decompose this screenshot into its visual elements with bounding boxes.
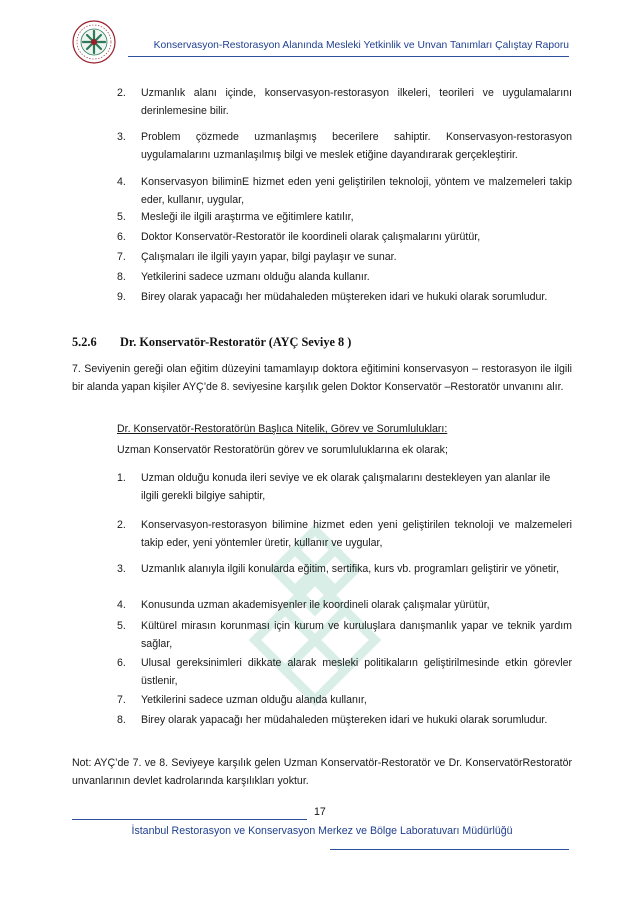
footnote-paragraph: Not: AYÇ’de 7. ve 8. Seviyeye karşılık gelen Uzman Konservatör-Restoratör ve Dr. KonservatörRestoratör unvanlarının devlet kadrolarında karşılıkları yoktur. (72, 757, 572, 787)
list-item-number: 3. (117, 563, 126, 575)
list-item-text: Uzmanlık alanı içinde, konservasyon-restorasyon ilkeleri, teorileri ve uygulamalarını derinlemesine bilir. (141, 87, 572, 117)
list-item-text: Konusunda uzman akademisyenler ile koordineli olarak çalışmalar yürütür, (141, 599, 490, 611)
list-item-number: 7. (117, 694, 126, 706)
list-item-number: 2. (117, 519, 126, 531)
ministry-emblem-icon (72, 20, 116, 64)
header-rule (128, 56, 569, 57)
list-item-number: 1. (117, 472, 126, 484)
list-item-text: Doktor Konservatör-Restoratör ile koordineli olarak çalışmalarını yürütür, (141, 231, 481, 243)
list-item-text: Uzman olduğu konuda ileri seviye ve ek olarak çalışmalarını destekleyen yan alanlar ile ilgili gerekli bilgiye sahiptir, (141, 472, 551, 502)
page-number: 17 (314, 806, 326, 818)
list-item-text: Çalışmaları ile ilgili yayın yapar, bilgi paylaşır ve sunar. (141, 251, 397, 263)
list-item-number: 9. (117, 291, 126, 303)
list-item-text: Birey olarak yapacağı her müdahaleden müştereken idari ve hukuki olarak sorumludur. (141, 291, 548, 303)
list-item-number: 6. (117, 231, 126, 243)
list-item-number: 2. (117, 87, 126, 99)
section-number: 5.2.6 (72, 335, 97, 349)
list-item-text: Birey olarak yapacağı her müdahaleden müştereken idari ve hukuki olarak sorumludur. (141, 714, 548, 726)
list-item-number: 5. (117, 620, 126, 632)
list-item-number: 7. (117, 251, 126, 263)
list-item-number: 4. (117, 599, 126, 611)
list-item-text: Konservasyon biliminE hizmet eden yeni geliştirilen teknoloji, yöntem ve malzemeleri takip eder, kullanır, uygular, (141, 176, 572, 206)
list-item-text: Uzmanlık alanıyla ilgili konularda eğitim, sertifika, kurs vb. programları geliştirir ve yönetir, (141, 563, 560, 575)
section-paragraph: 7. Seviyenin gereği olan eğitim düzeyini tamamlayıp doktora eğitimini konservasyon – restorasyon ile ilgili bir alanda yapan kişiler AYÇ’de 8. seviyesine karşılık gelen Doktor Konservatör –Restoratör unvanını alır. (72, 363, 572, 393)
footer-rule-left (72, 819, 307, 820)
list-item-number: 3. (117, 131, 126, 143)
footer-rule-right (330, 849, 569, 850)
list-item-text: Mesleği ile ilgili araştırma ve eğitimlere katılır, (141, 211, 354, 223)
list-item-text: Yetkilerini sadece uzmanı olduğu alanda kullanır. (141, 271, 370, 283)
list-item-number: 8. (117, 271, 126, 283)
list-item-text: Kültürel mirasın korunması için kurum ve kuruluşlara danışmanlık yapar ve teknik yardım sağlar, (141, 620, 572, 650)
section-subtitle: Dr. Konservatör-Restoratörün Başlıca Nitelik, Görev ve Sorumlulukları: (117, 423, 448, 435)
list-item-number: 6. (117, 657, 126, 669)
footer-text: İstanbul Restorasyon ve Konservasyon Merkez ve Bölge Laboratuvarı Müdürlüğü (131, 825, 513, 837)
list-item-number: 5. (117, 211, 126, 223)
section-heading (72, 335, 351, 350)
list-item-text: Problem çözmede uzmanlaşmış becerilere sahiptir. Konservasyon-restorasyon uygulamalarını uzmanlaşılmış bilgi ve meslek etiğine dayandırarak gerçekleştirir. (141, 131, 572, 161)
section-title: Dr. Konservatör-Restoratör (AYÇ Seviye 8 ) (120, 335, 352, 349)
list-item-text: Konservasyon-restorasyon bilimine hizmet eden yeni geliştirilen teknoloji ve malzemeleri takip eder, yeni yöntemler üretir, kullanır ve uygular, (141, 519, 572, 549)
list-item-text: Yetkilerini sadece uzman olduğu alanda kullanır, (141, 694, 367, 706)
list-item-number: 8. (117, 714, 126, 726)
header-title: Konservasyon-Restorasyon Alanında Mesleki Yetkinlik ve Unvan Tanımları Çalıştay Raporu (153, 40, 569, 51)
list-item-number: 4. (117, 176, 126, 188)
section-intro: Uzman Konservatör Restoratörün görev ve sorumluluklarına ek olarak; (117, 444, 448, 456)
list-item-text: Ulusal gereksinimleri dikkate alarak mesleki politikaların geliştirilmesinde etkin görevler üstlenir, (141, 657, 572, 687)
